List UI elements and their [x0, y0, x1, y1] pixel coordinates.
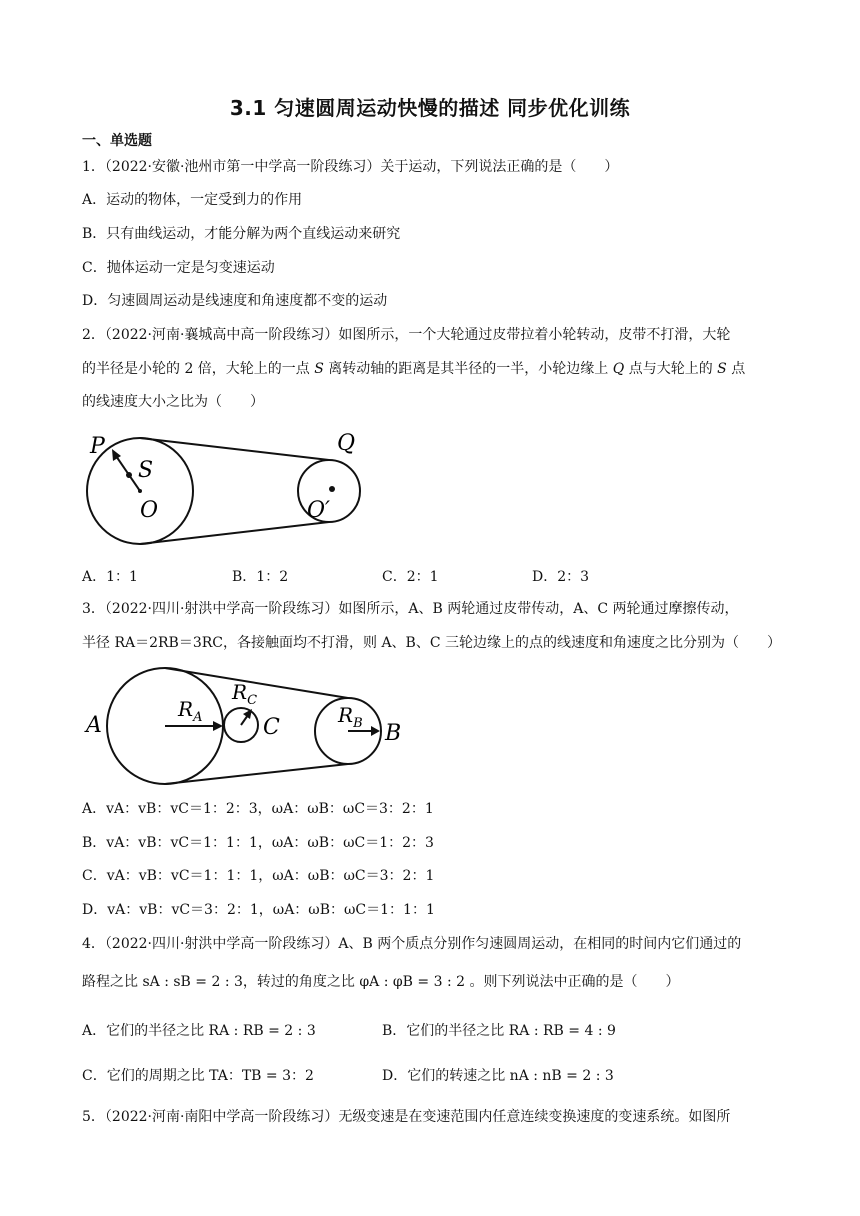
q3-option-b: B．vA：vB：vC＝1：1：1，ωA：ωB：ωC＝1：2：3 [82, 835, 434, 851]
q1-option-d: D．匀速圆周运动是线速度和角速度都不变的运动 [82, 293, 388, 309]
label-b: B [385, 721, 402, 746]
q3-three-wheel-figure [82, 664, 412, 789]
q5-stem-line1: 5．（2022·河南·南阳中学高一阶段练习）无级变速是在变速范围内任意连续变换速度的变速系统。如图所 [82, 1109, 731, 1125]
q3-option-c: C．vA：vB：vC＝1：1：1，ωA：ωB：ωC＝3：2：1 [82, 868, 435, 884]
ra-sub: A [193, 710, 203, 725]
center-o-prime [329, 486, 335, 492]
q2-stem-line1: 2．（2022·河南·襄城高中高一阶段练习）如图所示，一个大轮通过皮带拉着小轮转动，皮带不打滑，大轮 [82, 327, 731, 343]
q4-option-c: C．它们的周期之比 TA：TB = 3：2 [82, 1068, 314, 1084]
label-o-prime: O′ [307, 498, 331, 523]
point-s [126, 472, 132, 478]
rb-symbol: R [338, 703, 354, 727]
q2-option-a: A．1：1 [82, 569, 138, 585]
arrowhead [243, 709, 252, 719]
text-run: 的半径是小轮的 2 倍，大轮上的一点 [82, 361, 315, 377]
q3-option-a: A．vA：vB：vC＝1：2：3，ωA：ωB：ωC＝3：2：1 [82, 801, 434, 817]
label-rc [231, 680, 257, 708]
text-run: 点与大轮上的 [624, 361, 718, 377]
belt-bottom [140, 522, 329, 544]
text-run: 离转动轴的距离是其半径的一半，小轮边缘上 [323, 361, 613, 377]
arrowhead [213, 721, 223, 731]
belt-top [140, 438, 329, 460]
var-q: Q [612, 361, 625, 377]
arrowhead [112, 449, 121, 461]
page-title: 3.1 匀速圆周运动快慢的描述 同步优化训练 [229, 96, 631, 120]
q3-stem-line1: 3．（2022·四川·射洪中学高一阶段练习）如图所示，A、B 两轮通过皮带传动，A、C 两轮通过摩擦传动， [82, 601, 739, 617]
q1-option-c: C．抛体运动一定是匀变速运动 [82, 260, 275, 276]
label-o: O [140, 498, 159, 523]
var-s: S [717, 361, 727, 377]
q1-stem: 1．（2022·安徽·池州市第一中学高一阶段练习）关于运动，下列说法正确的是（ ） [82, 159, 619, 175]
label-s: S [138, 458, 154, 483]
center-o [138, 489, 142, 493]
q3-option-d: D．vA：vB：vC＝3：2：1，ωA：ωB：ωC＝1：1：1 [82, 902, 435, 918]
q4-option-d: D．它们的转速之比 nA : nB = 2 : 3 [382, 1068, 614, 1084]
arrowhead [371, 726, 380, 736]
rc-symbol: R [232, 680, 248, 704]
q2-belt-pulley-figure [82, 425, 382, 550]
rc-sub: C [247, 693, 258, 708]
radius-arrow [114, 453, 140, 491]
label-a: A [86, 713, 102, 738]
label-p: P [90, 434, 105, 459]
text-run: 点 [726, 361, 746, 377]
label-ra [177, 697, 202, 725]
q2-option-b: B．1：2 [232, 569, 289, 585]
q4-stem-line1: 4．（2022·四川·射洪中学高一阶段练习）A、B 两个质点分别作匀速圆周运动，在相同的时间内它们通过的 [82, 936, 742, 952]
section-heading: 一、单选题 [82, 133, 152, 149]
q4-stem-line2: 路程之比 sA : sB = 2 : 3，转过的角度之比 φA : φB = 3 : 2 。则下列说法中正确的是（ ） [82, 974, 680, 990]
q4-option-a: A．它们的半径之比 RA : RB = 2 : 3 [82, 1023, 316, 1039]
label-rb [337, 703, 363, 731]
rb-sub: B [353, 716, 363, 731]
belt-bottom [165, 764, 348, 784]
var-s: S [314, 361, 324, 377]
label-q: Q [337, 431, 356, 456]
q1-option-b: B．只有曲线运动，才能分解为两个直线运动来研究 [82, 226, 401, 242]
label-c: C [263, 715, 280, 740]
q2-option-d: D．2：3 [532, 569, 590, 585]
q4-option-b: B．它们的半径之比 RA : RB = 4 : 9 [382, 1023, 616, 1039]
q2-stem-line3: 的线速度大小之比为（ ） [82, 394, 264, 410]
q1-option-a: A．运动的物体，一定受到力的作用 [82, 192, 303, 208]
q3-stem-line2: 半径 RA＝2RB＝3RC，各接触面均不打滑，则 A、B、C 三轮边缘上的点的线速度和角速度之比分别为（ ） [82, 635, 782, 651]
ra-symbol: R [178, 697, 194, 721]
q2-option-c: C．2：1 [382, 569, 439, 585]
q2-stem-line2 [82, 359, 745, 379]
